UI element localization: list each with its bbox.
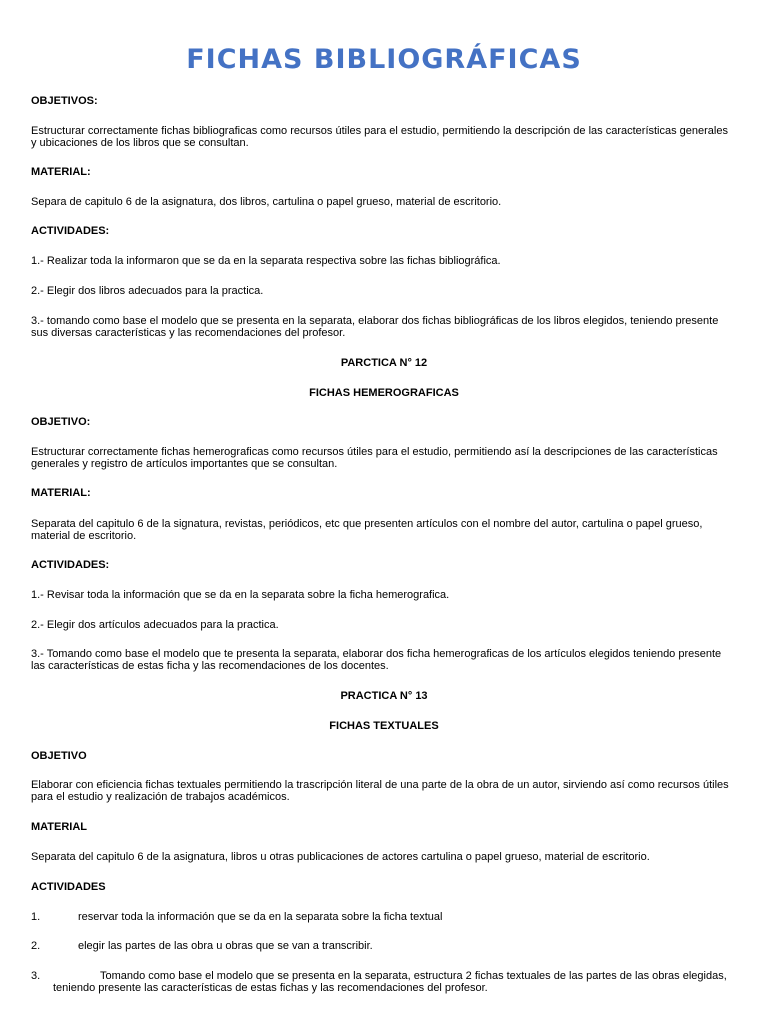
objetivo-text: Estructurar correctamente fichas hemerograficas como recursos útiles para el estudio, permitiendo así la descripciones de las características generales y registro de artículos importantes que se consultan. (31, 446, 718, 470)
material-heading: MATERIAL (31, 821, 88, 833)
section-subtitle: FICHAS TEXTUALES (329, 720, 439, 732)
activity-item: elegir las partes de las obra u obras que se van a transcribir. (78, 940, 373, 952)
objetivo-heading: OBJETIVO: (31, 416, 91, 428)
activity-item: 2.- Elegir dos libros adecuados para la practica. (31, 285, 264, 297)
objetivo-text: Elaborar con eficiencia fichas textuales permitiendo la trascripción literal de una parte de la obra de un autor, sirviendo así como recursos útiles para el estudio y realización de trabajos académicos. (31, 779, 729, 803)
material-text: Separata del capitulo 6 de la signatura, revistas, periódicos, etc que presenten artículos con el nombre del autor, cartulina o papel grueso, material de escritorio. (31, 518, 703, 542)
list-number: 1. (31, 911, 41, 923)
practica-heading: PARCTICA N° 12 (340, 357, 428, 369)
activity-item: reservar toda la información que se da en la separata sobre la ficha textual (78, 911, 443, 923)
activity-item: 3.- tomando como base el modelo que se presenta en la separata, elaborar dos fichas bibliográficas de los libros elegidos, teniendo presente sus diversas características y las recomendaciones del profesor. (31, 315, 719, 339)
objetivo-heading: OBJETIVO (31, 750, 87, 762)
objetivos-heading: OBJETIVOS: (31, 95, 98, 107)
material-heading: MATERIAL: (31, 166, 91, 178)
activity-item: 1.- Revisar toda la información que se da en la separata sobre la ficha hemerografica. (31, 589, 450, 601)
section-subtitle: FICHAS HEMEROGRAFICAS (309, 387, 459, 399)
practica-heading: PRACTICA N° 13 (340, 690, 428, 702)
activity-item-text: Tomando como base el modelo que se presenta en la separata, estructura 2 fichas textuales de las partes de las obras elegidas, teniendo presente las características de estas fichas y las recomendaciones del profesor. (53, 970, 727, 994)
material-heading: MATERIAL: (31, 487, 91, 499)
material-text: Separa de capitulo 6 de la asignatura, dos libros, cartulina o papel grueso, material de escritorio. (31, 196, 502, 208)
list-number: 3. (31, 970, 41, 982)
list-number: 2. (31, 940, 41, 952)
activity-item: 1.- Realizar toda la informaron que se da en la separata respectiva sobre las fichas bibliográfica. (31, 255, 501, 267)
material-text: Separata del capitulo 6 de la asignatura, libros u otras publicaciones de actores cartulina o papel grueso, material de escritorio. (31, 851, 650, 863)
activity-item: 2.- Elegir dos artículos adecuados para la practica. (31, 619, 279, 631)
activity-item: 3.- Tomando como base el modelo que te presenta la separata, elaborar dos ficha hemerograficas de los artículos elegidos teniendo presente las características de estas ficha y las recomendaciones de los docentes. (31, 648, 722, 672)
actividades-heading: ACTIVIDADES: (31, 559, 110, 571)
activity-item-wrapped (31, 970, 731, 994)
actividades-heading: ACTIVIDADES: (31, 225, 110, 237)
objetivos-text: Estructurar correctamente fichas bibliograficas como recursos útiles para el estudio, permitiendo la descripción de las características generales y ubicaciones de los libros que se consultan. (31, 125, 728, 149)
document-title: FICHAS BIBLIOGRÁFICAS (186, 44, 582, 75)
actividades-heading: ACTIVIDADES (31, 881, 106, 893)
